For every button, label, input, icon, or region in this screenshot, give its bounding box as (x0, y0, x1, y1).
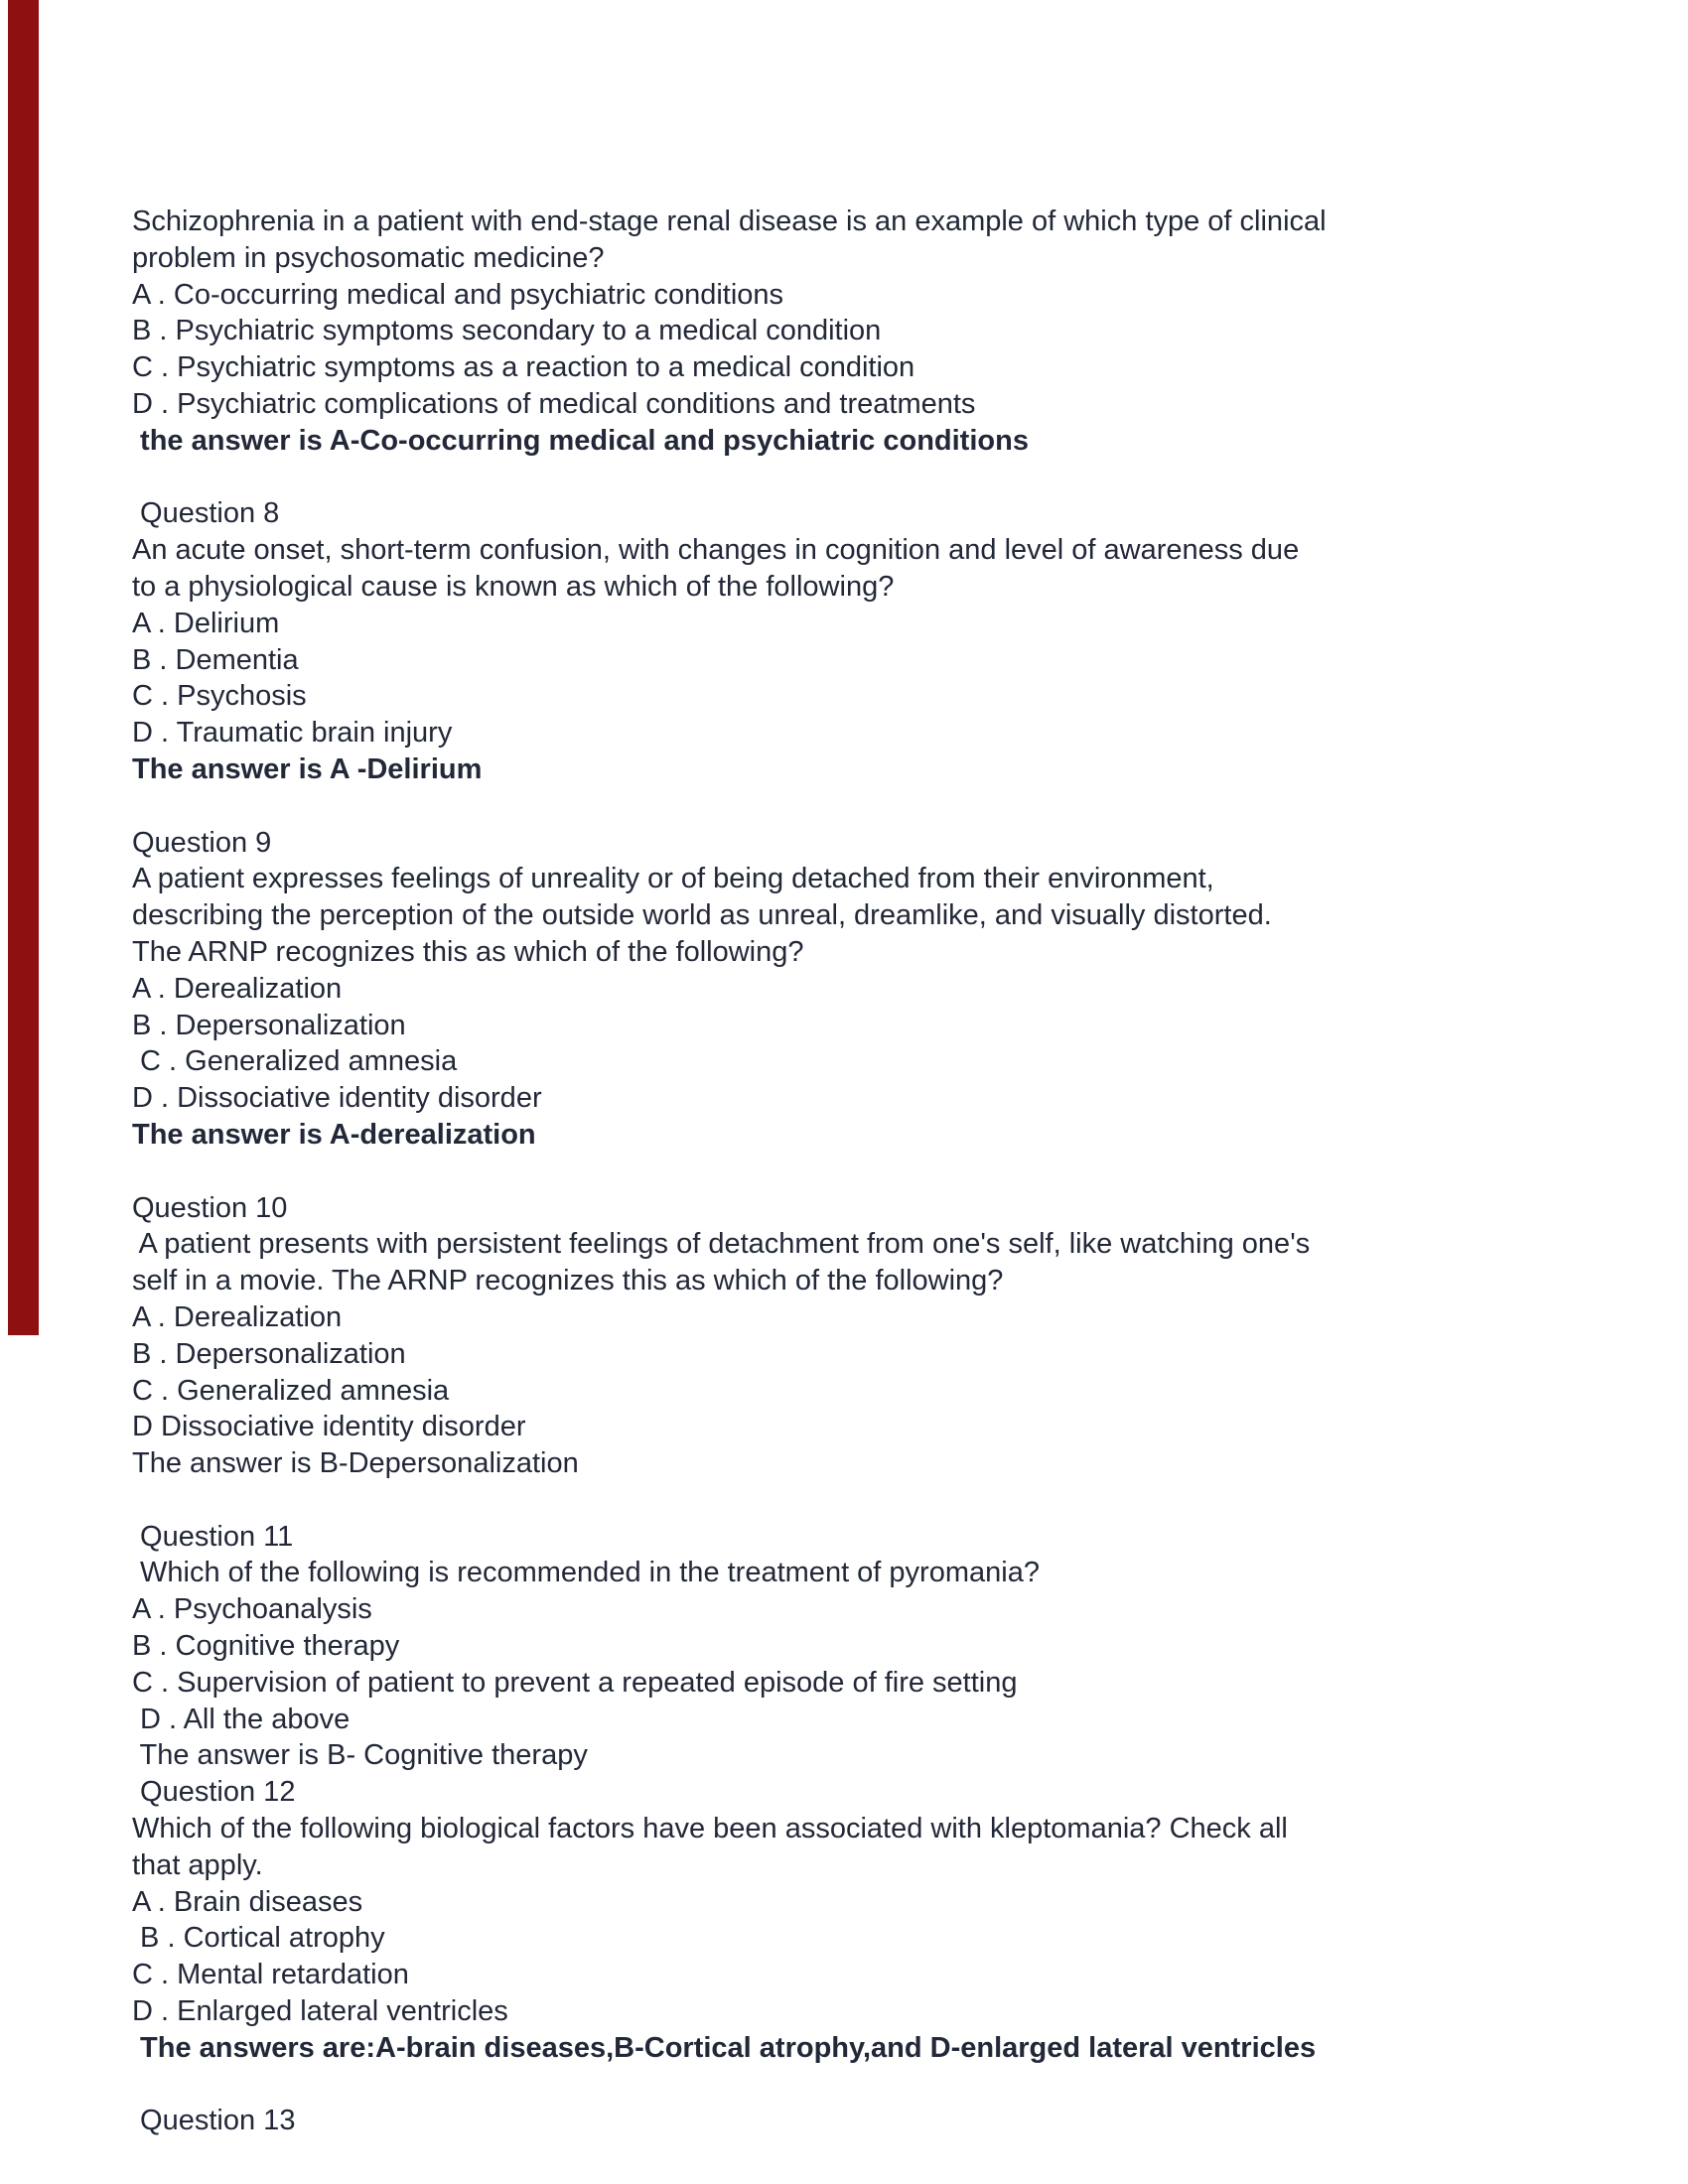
text-line: A . Derealization (132, 972, 343, 1005)
text-line: C . Generalized amnesia (132, 1374, 450, 1407)
text-line: The ARNP recognizes this as which of the following? (132, 935, 804, 968)
text-line: Question 13 (132, 2105, 296, 2137)
text-line: B . Dementia (132, 643, 299, 676)
text-line: A . Brain diseases (132, 1885, 363, 1918)
text-line: The answer is B-Depersonalization (132, 1447, 579, 1480)
text-line (132, 1154, 1542, 1190)
text-line: A patient expresses feelings of unreality or of being detached from their environment, (132, 863, 1214, 895)
text-line (132, 1482, 1542, 1519)
text-line: Question 10 (132, 1191, 288, 1224)
text-line: to a physiological cause is known as which of the following? (132, 570, 895, 603)
text-line (132, 788, 1542, 825)
text-line: A patient presents with persistent feelings of detachment from one's self, like watching one's (132, 1228, 1311, 1261)
text-line: Question 12 (132, 1776, 296, 1809)
text-line: C . Supervision of patient to prevent a repeated episode of fire setting (132, 1666, 1018, 1699)
text-line: D . Psychiatric complications of medical conditions and treatments (132, 387, 976, 420)
text-line: A . Co-occurring medical and psychiatric conditions (132, 278, 784, 311)
text-line: Schizophrenia in a patient with end-stage renal disease is an example of which type of clinical (132, 205, 1327, 237)
text-line: D . Traumatic brain injury (132, 717, 453, 750)
text-line: Question 8 (132, 497, 280, 530)
text-line: B . Psychiatric symptoms secondary to a medical condition (132, 315, 882, 347)
text-line: self in a movie. The ARNP recognizes this as which of the following? (132, 1265, 1004, 1297)
text-line: Which of the following biological factors have been associated with kleptomania? Check all (132, 1813, 1288, 1845)
text-line: A . Derealization (132, 1300, 343, 1333)
text-line: A . Psychoanalysis (132, 1593, 372, 1626)
question-text-block (132, 204, 1542, 2139)
text-line: D . Enlarged lateral ventricles (132, 1995, 508, 2028)
left-edge-bar (8, 0, 39, 1335)
text-line: An acute onset, short-term confusion, with changes in cognition and level of awareness due (132, 534, 1300, 567)
text-line: that apply. (132, 1848, 263, 1881)
text-line: describing the perception of the outside world as unreal, dreamlike, and visually distorted. (132, 899, 1272, 932)
text-line: B . Depersonalization (132, 1009, 406, 1041)
text-line (132, 2067, 1542, 2104)
text-line: problem in psychosomatic medicine? (132, 241, 605, 274)
text-line: D . All the above (132, 1703, 351, 1735)
text-line: The answers are:A-brain diseases,B-Cortical atrophy,and D-enlarged lateral ventricles (132, 2031, 1317, 2064)
text-line: D . Dissociative identity disorder (132, 1082, 542, 1115)
text-line: A . Delirium (132, 607, 280, 639)
text-line: B . Cognitive therapy (132, 1630, 400, 1663)
text-line: B . Cortical atrophy (132, 1922, 385, 1955)
text-line: C . Mental retardation (132, 1959, 409, 1991)
text-line: Which of the following is recommended in the treatment of pyromania? (132, 1557, 1040, 1589)
text-line (132, 460, 1542, 496)
text-line: Question 9 (132, 826, 272, 859)
text-line: The answer is A -Delirium (132, 752, 483, 785)
text-line: Question 11 (132, 1520, 294, 1553)
text-line: C . Generalized amnesia (132, 1045, 458, 1078)
text-line: The answer is A-derealization (132, 1118, 536, 1151)
text-line: C . Psychosis (132, 680, 307, 713)
text-line: D Dissociative identity disorder (132, 1411, 526, 1443)
text-line: B . Depersonalization (132, 1337, 406, 1370)
text-line: C . Psychiatric symptoms as a reaction to a medical condition (132, 351, 915, 384)
text-line: The answer is B- Cognitive therapy (132, 1739, 588, 1772)
text-line: the answer is A-Co-occurring medical and psychiatric conditions (132, 424, 1029, 457)
